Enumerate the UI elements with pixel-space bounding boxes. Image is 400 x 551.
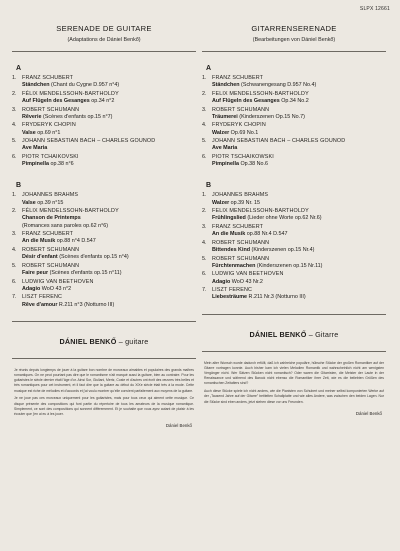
track-item <box>12 294 196 308</box>
track-item <box>202 91 386 105</box>
track-title-line <box>212 161 386 168</box>
track-number: 2. <box>202 208 207 215</box>
track-number: 2. <box>202 90 207 97</box>
track-body <box>212 91 386 105</box>
track-number: 2. <box>12 208 17 215</box>
track-title-line <box>212 215 386 222</box>
track-detail: (Schwanengesang D.957 No.4) <box>239 82 317 89</box>
track-body <box>212 122 386 136</box>
track-number: 5. <box>202 138 207 145</box>
track-composer: LUDWIG VAN BEETHOVEN <box>212 271 284 278</box>
track-detail: (Chant du Cygne D.957 n°4) <box>49 82 120 89</box>
track-body <box>212 256 386 270</box>
track-title-line <box>22 254 196 261</box>
side-a-tracklist <box>12 75 196 168</box>
track-title: Pimpinella <box>22 161 49 168</box>
track-item <box>12 247 196 261</box>
track-item <box>12 138 196 152</box>
performer-name: DÁNIEL BENKŐ <box>59 336 117 346</box>
track-body <box>212 154 386 168</box>
track-body <box>212 138 386 152</box>
liner-paragraph: Je ne joue pas ces morceaux uniquement pour les guitaristes, mais pour tous ceux qui aiment cette musique. Ce disque présente des compositions qui font partie du répertoire de tous les amateurs de la musique romantique. Simplement, ce sont des compositions qui sonnent différemment. Et je souhaite que vous ayez autant de plaisir à les écouter que j'en ai eu à les jouer. <box>14 396 194 416</box>
track-detail: WoO 43 Nr.2 <box>230 278 263 285</box>
track-composer: LUDWIG VAN BEETHOVEN <box>22 278 94 285</box>
track-title: Frühlingslied <box>212 215 246 222</box>
liner-paragraph: Auch diese Stücke spiele ich nicht anders, wie die Pianisten von Schubert und meiner selbst komponierten Werke auf der „Tausend Jahre auf der Gitarre" betitelten Schallplatte und wie alles Andere, was zwischen den beiden Lagen. Nur die Stücke sind eben anders, jetzt stehen diese vor uns Freunden. <box>204 389 384 404</box>
track-title: Pimpinella <box>212 161 239 168</box>
track-title-line <box>212 263 386 270</box>
track-composer: FÉLIX MENDELSSOHN-BARTHOLDY <box>22 90 119 97</box>
track-body <box>212 224 386 238</box>
track-title: Rêverie <box>22 113 42 120</box>
track-title-line <box>212 98 386 105</box>
performer-credit <box>12 337 196 346</box>
track-composer: ROBERT SCHUMANN <box>22 106 80 113</box>
track-title: Désir d'enfant <box>22 254 58 261</box>
side-a-label: A <box>16 65 22 72</box>
track-title-line <box>22 98 196 105</box>
track-title-line <box>212 294 386 301</box>
track-body <box>22 91 196 105</box>
track-body <box>22 75 196 89</box>
track-title: Ave Maria <box>212 145 238 152</box>
track-title: Auf Flügeln des Gesanges <box>212 98 280 104</box>
track-number: 4. <box>12 122 17 129</box>
track-composer: FRANZ SCHUBERT <box>212 75 264 81</box>
track-title: Ständchen <box>22 82 50 89</box>
performer-credit <box>202 330 386 339</box>
side-a-label: A <box>206 65 212 72</box>
track-title: Fürchtenmachen <box>212 262 256 269</box>
track-detail: WoO 43 n°2 <box>40 285 72 292</box>
track-item <box>202 224 386 238</box>
track-item <box>202 75 386 89</box>
track-item <box>202 154 386 168</box>
performer-role: – Gitarre <box>306 329 339 339</box>
track-number: 1. <box>12 192 17 199</box>
track-body <box>212 240 386 254</box>
track-composer: FRANZ SCHUBERT <box>22 231 74 238</box>
track-title: Walzer <box>212 129 230 136</box>
track-number: 5. <box>12 262 17 269</box>
track-detail: (Scènes d'enfants op.15 n°4) <box>57 254 129 261</box>
track-title-line <box>212 82 386 89</box>
track-number: 1. <box>202 75 207 81</box>
track-composer: ROBERT SCHUMANN <box>212 255 270 262</box>
track-title-line <box>212 231 386 238</box>
track-title: Adagio <box>22 285 41 292</box>
track-detail: Op.34 No.2 <box>279 98 309 104</box>
track-detail: op.69 n°1 <box>35 129 61 136</box>
divider <box>202 314 386 315</box>
track-title-line <box>22 215 196 222</box>
liner-notes-german <box>202 361 386 405</box>
side-a-tracklist <box>202 75 386 168</box>
track-composer: FELIX MENDELSSOHN-BARTHOLDY <box>212 208 309 215</box>
track-number: 3. <box>202 106 207 113</box>
track-title: An die Musik <box>22 238 56 245</box>
track-title: Valse <box>22 129 36 136</box>
liner-notes-french <box>12 368 196 417</box>
track-composer: FELIX MENDELSSOHN-BARTHOLDY <box>212 90 309 97</box>
track-item <box>12 107 196 121</box>
track-detail: Op.38 No.6 <box>238 161 269 168</box>
track-detail: (Lieder ohne Worte op.62 Nr.6) <box>245 215 322 222</box>
track-title-line <box>212 114 386 121</box>
track-detail: (Kinderszenen Op.15 No.7) <box>237 113 305 120</box>
track-item <box>12 154 196 168</box>
album-title-german: GITARRENSERENADE <box>251 24 337 33</box>
track-item <box>202 271 386 285</box>
divider <box>12 358 196 359</box>
track-title: Rêve d'amour <box>22 301 58 308</box>
track-number: 5. <box>202 255 207 262</box>
side-b-label: B <box>206 182 212 190</box>
track-number: 2. <box>12 90 17 97</box>
track-number: 1. <box>12 75 17 81</box>
track-title: Valse <box>22 199 36 206</box>
track-item <box>202 138 386 152</box>
divider <box>202 51 386 52</box>
track-title-line <box>22 130 196 137</box>
track-composer: PIOTR TSCHAIKOWSKI <box>212 153 274 160</box>
performer-name: DÁNIEL BENKŐ <box>249 329 307 339</box>
side-b-tracklist <box>202 192 386 301</box>
track-item <box>202 208 386 222</box>
signature: Dániel Benkő <box>165 423 192 429</box>
track-title: Liebesträume <box>212 294 248 301</box>
track-number: 4. <box>202 122 207 129</box>
track-number: 6. <box>12 278 17 285</box>
track-body <box>212 192 386 206</box>
track-item <box>12 75 196 89</box>
track-title-line <box>22 302 196 309</box>
track-item <box>12 263 196 277</box>
track-title-line <box>212 200 386 207</box>
track-number: 6. <box>12 153 17 160</box>
track-composer: FRANZ SCHUBERT <box>212 223 264 230</box>
album-subtitle-german: (Bearbeitungen von Dániel Benkő) <box>252 37 336 43</box>
track-composer: JOHANN SEBASTIAN BACH – CHARLES GOUNOD <box>212 138 346 145</box>
track-composer: LISZT FERENC <box>212 287 253 294</box>
track-item <box>202 256 386 270</box>
track-detail: op.88 Nr.4 D.547 <box>245 231 288 238</box>
side-b-label: B <box>16 182 22 190</box>
performer-role: – guitare <box>116 336 149 346</box>
track-detail: (Kinderszenen op.15 Nr.11) <box>255 262 323 269</box>
track-detail: (Scènes d'enfants op.15 n°11) <box>48 269 122 276</box>
track-title: Walzer <box>212 199 230 206</box>
track-title-line <box>212 279 386 286</box>
track-composer: LISZT FERENC <box>22 294 63 301</box>
track-number: 3. <box>202 223 207 230</box>
track-composer: ROBERT SCHUMANN <box>22 246 80 253</box>
track-title-line <box>212 145 386 152</box>
track-item <box>202 107 386 121</box>
track-title: An die Musik <box>212 231 246 238</box>
track-detail: op.38 n°6 <box>48 161 74 168</box>
track-composer: ROBERT SCHUMANN <box>212 239 270 246</box>
track-body <box>22 122 196 136</box>
divider <box>202 351 386 352</box>
album-title-french: SERENADE DE GUITARE <box>56 24 152 33</box>
liner-paragraph: Mein alter Wunsch wurde dadurch erfüllt, daß ich zahlreiche populäre, hübsche Stücke der großen Romantiker auf der Gitarre vortragen konnte. Auch bisher kam ich vielen Melodien Romantik und wahrscheinlich nicht am wenigsten Vergänger nicht. Wer Sätzen Stücken nicht romantisch? Oder waren die Gitarristen, die Meister der Laute in der Renaissance und während des Barock nicht ebenso die Romantiker ihrer Zeit, wie es die beliebten Größen des romantischen Zeitalters sind? <box>204 360 384 386</box>
track-item <box>202 240 386 254</box>
track-item <box>12 91 196 105</box>
track-composer: JOHANNES BRAHMS <box>22 192 79 199</box>
track-composer: FRANZ SCHUBERT <box>22 75 74 81</box>
track-body <box>212 287 386 301</box>
track-composer: ROBERT SCHUMANN <box>212 106 270 113</box>
track-detail: op.39 Nr. 15 <box>229 199 261 206</box>
track-number: 7. <box>202 287 207 294</box>
track-detail: op.39 n°15 <box>35 199 64 206</box>
track-title: Faire peur <box>22 269 49 276</box>
track-body <box>22 154 196 168</box>
track-title-line <box>22 238 196 245</box>
track-detail: op.34 n°2 <box>89 98 115 104</box>
track-body <box>22 279 196 293</box>
track-body <box>212 208 386 222</box>
track-subtitle: (Romances sans paroles op.62 n°6) <box>22 222 109 229</box>
column-german <box>202 24 386 544</box>
track-title: Ständchen <box>212 82 240 89</box>
track-title-line <box>22 114 196 121</box>
track-title-line <box>212 247 386 254</box>
track-composer: PIOTR TCHAIKOVSKI <box>22 153 79 160</box>
track-composer: ROBERT SCHUMANN <box>22 262 80 269</box>
track-detail: (Scènes d'enfants op.15 n°7) <box>41 113 113 120</box>
track-title-line <box>22 145 196 152</box>
track-composer: FÉLIX MENDELSSOHN-BARTHOLDY <box>22 208 119 215</box>
track-body <box>212 271 386 285</box>
track-body <box>22 107 196 121</box>
track-number: 3. <box>12 106 17 113</box>
track-number: 6. <box>202 271 207 278</box>
track-title-line <box>22 200 196 207</box>
track-composer: JOHANNES BRAHMS <box>212 192 269 199</box>
track-number: 4. <box>12 246 17 253</box>
track-title-line <box>22 286 196 293</box>
divider <box>12 321 196 322</box>
track-title-line <box>22 82 196 89</box>
track-item <box>202 287 386 301</box>
track-number: 6. <box>202 153 207 160</box>
track-body <box>212 107 386 121</box>
track-item <box>202 122 386 136</box>
track-detail: op.88 n°4 D.547 <box>55 238 96 245</box>
divider <box>12 51 196 52</box>
track-title: Adagio <box>212 278 231 285</box>
track-item <box>12 192 196 206</box>
track-number: 7. <box>12 294 17 301</box>
track-title: Auf Flügeln des Gesanges <box>22 98 90 104</box>
track-title: Ave Maria <box>22 145 48 152</box>
track-item <box>12 122 196 136</box>
track-number: 1. <box>202 192 207 199</box>
track-item <box>202 192 386 206</box>
track-body <box>22 263 196 277</box>
track-body <box>22 138 196 152</box>
track-title: Chanson de Printemps <box>22 215 81 222</box>
track-item <box>12 208 196 230</box>
track-composer: FRYDERYK CHOPIN <box>212 122 266 129</box>
track-item <box>12 231 196 245</box>
track-title-line <box>212 130 386 137</box>
track-title: Träumerei <box>212 113 238 120</box>
track-body <box>22 247 196 261</box>
track-title: Bittendes Kind <box>212 246 251 253</box>
track-composer: FRYDERYK CHOPIN <box>22 122 76 129</box>
catalog-number: SLPX 12661 <box>359 6 390 12</box>
side-b-tracklist <box>12 192 196 308</box>
track-body <box>22 231 196 245</box>
album-subtitle-french: (Adaptations de Dániel Benkő) <box>67 37 141 43</box>
track-number: 5. <box>12 138 17 145</box>
track-detail: R.211 n°3 (Notturno III) <box>57 301 115 308</box>
signature: Dániel Benkő <box>355 410 382 416</box>
track-body <box>22 208 196 230</box>
track-body <box>212 75 386 89</box>
track-detail: Op.69 No.1 <box>229 129 259 136</box>
track-body <box>22 192 196 206</box>
column-french <box>12 24 196 544</box>
liner-paragraph: Je réunis depuis longtemps de jouer à la guitare bon nombre de morceaux aimables et populaires des grands maîtres romantiques. On ne peut pourtant pas dire que le romantisme n'ait marqué aussi la guitare, bien au contraire. Pour les guitaristes le siècle dernier était l'âge d'or. Ainsi Sor, Giuliani, Mertz, Coste et d'autres ont écrit des œuvres très belles et très romantiques pour cet instrument, et il faut dire que la guitare au début du XIXe siècle était très à la mode. Cette musique est riche de mélodies et d'accords et j'ai voulu montrer qu'elle convient parfaitement aux moyens de la guitare. <box>14 367 194 393</box>
track-number: 4. <box>202 239 207 246</box>
track-number: 3. <box>12 231 17 238</box>
track-detail: R.211 Nr.3 (Notturno III) <box>247 294 306 301</box>
track-composer: JOHANN SEBASTIAN BACH – CHARLES GOUNOD <box>22 138 156 145</box>
track-item <box>12 279 196 293</box>
track-title-line <box>22 161 196 168</box>
track-body <box>22 294 196 308</box>
track-detail: (Kinderszenen op.15 Nr.4) <box>250 246 315 253</box>
track-title-line <box>22 270 196 277</box>
